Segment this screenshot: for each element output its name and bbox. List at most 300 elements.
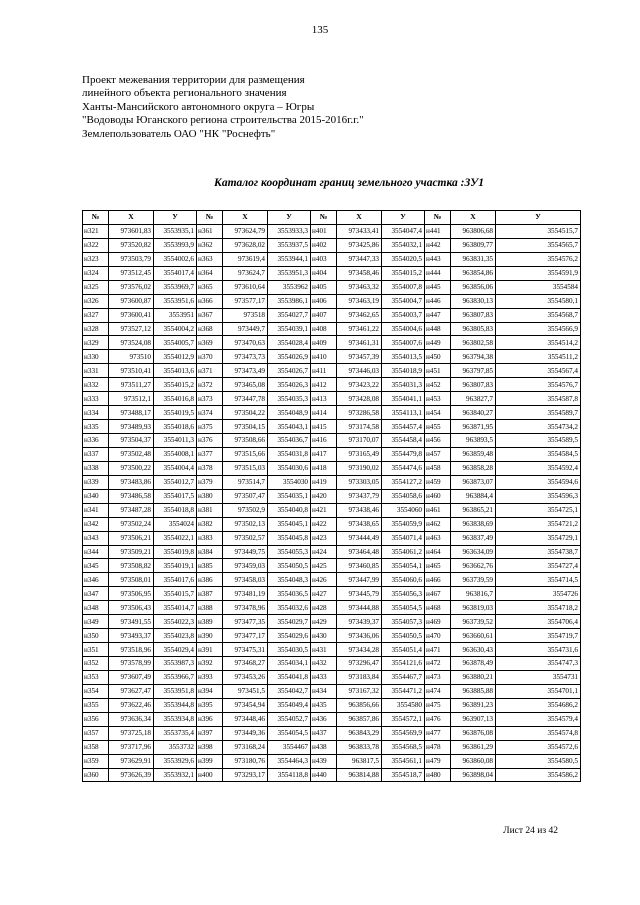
point-id-cell: н463: [425, 531, 451, 545]
y-coordinate-cell: 3553935,1: [154, 224, 197, 238]
point-id-cell: н406: [311, 294, 337, 308]
y-coordinate-cell: 3554045,1: [268, 517, 311, 531]
y-coordinate-cell: 3554580,5: [496, 754, 581, 768]
x-coordinate-cell: 973461,31: [337, 336, 382, 350]
x-coordinate-cell: 973524,08: [109, 336, 154, 350]
point-id-cell: н329: [83, 336, 109, 350]
table-row: [83, 657, 581, 671]
y-coordinate-cell: 3554050,5: [382, 629, 425, 643]
x-coordinate-cell: 973504,22: [223, 406, 268, 420]
point-id-cell: н344: [83, 545, 109, 559]
x-coordinate-cell: 973174,58: [337, 420, 382, 434]
y-coordinate-cell: 3554584: [496, 280, 581, 294]
x-coordinate-cell: 963858,28: [451, 461, 496, 475]
point-id-cell: н350: [83, 629, 109, 643]
point-id-cell: н444: [425, 266, 451, 280]
point-id-cell: н455: [425, 420, 451, 434]
point-id-cell: н407: [311, 308, 337, 322]
point-id-cell: н331: [83, 364, 109, 378]
point-id-cell: н467: [425, 587, 451, 601]
y-coordinate-cell: 3554054,5: [268, 726, 311, 740]
point-id-cell: н370: [197, 350, 223, 364]
x-coordinate-cell: 973520,82: [109, 238, 154, 252]
table-row: [83, 573, 581, 587]
y-coordinate-cell: 3554041,8: [268, 670, 311, 684]
point-id-cell: н424: [311, 545, 337, 559]
x-coordinate-cell: 963831,35: [451, 252, 496, 266]
y-coordinate-cell: 3554013,6: [154, 364, 197, 378]
point-id-cell: н412: [311, 378, 337, 392]
y-coordinate-cell: 3554018,8: [154, 503, 197, 517]
y-coordinate-cell: 3553933,3: [268, 224, 311, 238]
point-id-cell: н465: [425, 559, 451, 573]
x-coordinate-cell: 973487,28: [109, 503, 154, 517]
y-coordinate-cell: 3554012,9: [154, 350, 197, 364]
x-coordinate-cell: 973465,08: [223, 378, 268, 392]
table-row: [83, 280, 581, 294]
project-header: [82, 74, 562, 141]
x-coordinate-cell: 973512,1: [109, 392, 154, 406]
y-coordinate-cell: 3554030: [268, 475, 311, 489]
y-coordinate-cell: 3554458,4: [382, 434, 425, 448]
x-coordinate-cell: 973449,36: [223, 726, 268, 740]
y-coordinate-cell: 3554003,7: [382, 308, 425, 322]
point-id-cell: н389: [197, 615, 223, 629]
point-id-cell: н337: [83, 447, 109, 461]
y-coordinate-cell: 3554467: [268, 740, 311, 754]
point-id-cell: н453: [425, 392, 451, 406]
point-id-cell: н401: [311, 224, 337, 238]
coordinates-table-wrapper: [82, 210, 580, 782]
x-coordinate-cell: 973506,43: [109, 601, 154, 615]
point-id-cell: н427: [311, 587, 337, 601]
x-coordinate-cell: 973463,32: [337, 280, 382, 294]
y-coordinate-cell: 3554561,1: [382, 754, 425, 768]
y-coordinate-cell: 3554471,2: [382, 684, 425, 698]
point-id-cell: н348: [83, 601, 109, 615]
y-coordinate-cell: 3554580: [382, 698, 425, 712]
y-coordinate-cell: 3554054,1: [382, 559, 425, 573]
table-row: [83, 392, 581, 406]
point-id-cell: н456: [425, 434, 451, 448]
y-coordinate-cell: 3554511,2: [496, 350, 581, 364]
point-id-cell: н351: [83, 643, 109, 657]
x-coordinate-cell: 963662,76: [451, 559, 496, 573]
x-coordinate-cell: 973460,85: [337, 559, 382, 573]
table-row: [83, 434, 581, 448]
y-coordinate-cell: 3554467,7: [382, 670, 425, 684]
point-id-cell: н396: [197, 712, 223, 726]
x-coordinate-cell: 963884,4: [451, 489, 496, 503]
point-id-cell: н408: [311, 322, 337, 336]
point-id-cell: н360: [83, 768, 109, 782]
y-coordinate-cell: 3554012,7: [154, 475, 197, 489]
point-id-cell: н366: [197, 294, 223, 308]
x-coordinate-cell: 973458,03: [223, 573, 268, 587]
point-id-cell: н342: [83, 517, 109, 531]
x-coordinate-cell: 973438,46: [337, 503, 382, 517]
point-id-cell: н382: [197, 517, 223, 531]
x-coordinate-cell: 973518,96: [109, 643, 154, 657]
table-row: [83, 224, 581, 238]
x-coordinate-cell: 973459,03: [223, 559, 268, 573]
x-coordinate-cell: 973454,94: [223, 698, 268, 712]
point-id-cell: н471: [425, 643, 451, 657]
x-coordinate-cell: 963838,69: [451, 517, 496, 531]
x-coordinate-cell: 973167,32: [337, 684, 382, 698]
point-id-cell: н432: [311, 657, 337, 671]
point-id-cell: н384: [197, 545, 223, 559]
x-coordinate-cell: 963739,59: [451, 573, 496, 587]
point-id-cell: н413: [311, 392, 337, 406]
y-coordinate-cell: 3554026,7: [268, 364, 311, 378]
y-coordinate-cell: 3554026,3: [268, 378, 311, 392]
y-coordinate-cell: 3554591,9: [496, 266, 581, 280]
x-coordinate-cell: 973286,58: [337, 406, 382, 420]
y-coordinate-cell: 3554592,4: [496, 461, 581, 475]
table-row: [83, 503, 581, 517]
y-coordinate-cell: 3553966,7: [154, 670, 197, 684]
point-id-cell: н354: [83, 684, 109, 698]
y-coordinate-cell: 3554113,1: [382, 406, 425, 420]
y-coordinate-cell: 3554474,6: [382, 461, 425, 475]
x-coordinate-cell: 973190,02: [337, 461, 382, 475]
point-id-cell: н334: [83, 406, 109, 420]
x-coordinate-cell: 973502,9: [223, 503, 268, 517]
table-row: [83, 294, 581, 308]
coordinates-table: [82, 210, 581, 782]
y-coordinate-cell: 3554127,2: [382, 475, 425, 489]
point-id-cell: н449: [425, 336, 451, 350]
table-row: [83, 517, 581, 531]
y-coordinate-cell: 3553986,1: [268, 294, 311, 308]
x-coordinate-cell: 973447,99: [337, 573, 382, 587]
y-coordinate-cell: 3554579,4: [496, 712, 581, 726]
x-coordinate-cell: 973578,99: [109, 657, 154, 671]
x-coordinate-cell: 973453,26: [223, 670, 268, 684]
y-coordinate-cell: 3554747,3: [496, 657, 581, 671]
y-coordinate-cell: 3554589,5: [496, 434, 581, 448]
y-coordinate-cell: 3554008,1: [154, 447, 197, 461]
point-id-cell: н474: [425, 684, 451, 698]
y-coordinate-cell: 3554036,7: [268, 434, 311, 448]
y-coordinate-cell: 3554005,7: [154, 336, 197, 350]
y-coordinate-cell: 3553993,9: [154, 238, 197, 252]
point-id-cell: н343: [83, 531, 109, 545]
x-coordinate-cell: 973423,22: [337, 378, 382, 392]
y-coordinate-cell: 3554019,1: [154, 559, 197, 573]
y-coordinate-cell: 3554030,6: [268, 461, 311, 475]
point-id-cell: н328: [83, 322, 109, 336]
y-coordinate-cell: 3554594,6: [496, 475, 581, 489]
y-coordinate-cell: 3554015,2: [154, 378, 197, 392]
y-coordinate-cell: 3553969,7: [154, 280, 197, 294]
point-id-cell: н472: [425, 657, 451, 671]
y-coordinate-cell: 3554572,6: [496, 740, 581, 754]
y-coordinate-cell: 3554024: [154, 517, 197, 531]
point-id-cell: н411: [311, 364, 337, 378]
y-coordinate-cell: 3554030,5: [268, 643, 311, 657]
x-coordinate-cell: 973503,79: [109, 252, 154, 266]
x-coordinate-cell: 973502,57: [223, 531, 268, 545]
point-id-cell: н423: [311, 531, 337, 545]
point-id-cell: н457: [425, 447, 451, 461]
table-row: [83, 768, 581, 782]
point-id-cell: н461: [425, 503, 451, 517]
point-id-cell: н440: [311, 768, 337, 782]
y-coordinate-cell: 3554019,8: [154, 545, 197, 559]
table-row: [83, 726, 581, 740]
point-id-cell: н346: [83, 573, 109, 587]
x-coordinate-cell: 973439,37: [337, 615, 382, 629]
point-id-cell: н363: [197, 252, 223, 266]
table-row: [83, 489, 581, 503]
x-coordinate-cell: 973504,37: [109, 434, 154, 448]
point-id-cell: н395: [197, 698, 223, 712]
point-id-cell: н436: [311, 712, 337, 726]
point-id-cell: н433: [311, 670, 337, 684]
y-coordinate-cell: 3554002,6: [154, 252, 197, 266]
y-coordinate-cell: 3553987,3: [154, 657, 197, 671]
x-coordinate-cell: 973447,78: [223, 392, 268, 406]
x-coordinate-cell: 973508,01: [109, 573, 154, 587]
x-coordinate-cell: 973293,17: [223, 768, 268, 782]
y-coordinate-cell: 3554047,4: [382, 224, 425, 238]
x-coordinate-cell: 973624,7: [223, 266, 268, 280]
y-coordinate-cell: 3554036,5: [268, 587, 311, 601]
point-id-cell: н422: [311, 517, 337, 531]
point-id-cell: н338: [83, 461, 109, 475]
column-header: №: [311, 211, 337, 225]
column-header: X: [223, 211, 268, 225]
y-coordinate-cell: 3554022,3: [154, 615, 197, 629]
table-row: [83, 754, 581, 768]
y-coordinate-cell: 3554464,3: [268, 754, 311, 768]
y-coordinate-cell: 3554596,3: [496, 489, 581, 503]
x-coordinate-cell: 963739,52: [451, 615, 496, 629]
point-id-cell: н324: [83, 266, 109, 280]
x-coordinate-cell: 973437,79: [337, 489, 382, 503]
x-coordinate-cell: 973626,39: [109, 768, 154, 782]
y-coordinate-cell: 3554121,6: [382, 657, 425, 671]
x-coordinate-cell: 973444,88: [337, 601, 382, 615]
point-id-cell: н397: [197, 726, 223, 740]
point-id-cell: н330: [83, 350, 109, 364]
table-row: [83, 587, 581, 601]
y-coordinate-cell: 3554015,7: [154, 587, 197, 601]
point-id-cell: н451: [425, 364, 451, 378]
point-id-cell: н410: [311, 350, 337, 364]
point-id-cell: н340: [83, 489, 109, 503]
x-coordinate-cell: 973481,19: [223, 587, 268, 601]
point-id-cell: н405: [311, 280, 337, 294]
point-id-cell: н321: [83, 224, 109, 238]
y-coordinate-cell: 3554029,4: [154, 643, 197, 657]
table-row: [83, 350, 581, 364]
point-id-cell: н376: [197, 434, 223, 448]
x-coordinate-cell: 963816,7: [451, 587, 496, 601]
point-id-cell: н327: [83, 308, 109, 322]
point-id-cell: н393: [197, 670, 223, 684]
point-id-cell: н415: [311, 420, 337, 434]
y-coordinate-cell: 3554718,2: [496, 601, 581, 615]
y-coordinate-cell: 3554004,2: [154, 322, 197, 336]
y-coordinate-cell: 3554018,6: [154, 420, 197, 434]
point-id-cell: н418: [311, 461, 337, 475]
point-id-cell: н460: [425, 489, 451, 503]
point-id-cell: н462: [425, 517, 451, 531]
table-row: [83, 447, 581, 461]
table-row: [83, 712, 581, 726]
point-id-cell: н480: [425, 768, 451, 782]
y-coordinate-cell: 3553944,8: [154, 698, 197, 712]
point-id-cell: н468: [425, 601, 451, 615]
y-coordinate-cell: 3554719,7: [496, 629, 581, 643]
table-row: [83, 545, 581, 559]
point-id-cell: н466: [425, 573, 451, 587]
y-coordinate-cell: 3554515,7: [496, 224, 581, 238]
header-line: Землепользователь ОАО "НК "Роснефть": [82, 127, 276, 140]
x-coordinate-cell: 973607,49: [109, 670, 154, 684]
table-row: [83, 406, 581, 420]
point-id-cell: н367: [197, 308, 223, 322]
x-coordinate-cell: 973506,95: [109, 587, 154, 601]
y-coordinate-cell: 3554572,1: [382, 712, 425, 726]
point-id-cell: н322: [83, 238, 109, 252]
x-coordinate-cell: 973425,86: [337, 238, 382, 252]
y-coordinate-cell: 3554041,1: [382, 392, 425, 406]
y-coordinate-cell: 3554059,9: [382, 517, 425, 531]
y-coordinate-cell: 3554007,8: [382, 280, 425, 294]
point-id-cell: н454: [425, 406, 451, 420]
table-row: [83, 322, 581, 336]
point-id-cell: н438: [311, 740, 337, 754]
x-coordinate-cell: 963805,83: [451, 322, 496, 336]
x-coordinate-cell: 973165,49: [337, 447, 382, 461]
y-coordinate-cell: 3554042,7: [268, 684, 311, 698]
x-coordinate-cell: 973510,41: [109, 364, 154, 378]
sheet-label: Лист 24 из 42: [503, 826, 558, 836]
y-coordinate-cell: 3554714,5: [496, 573, 581, 587]
point-id-cell: н368: [197, 322, 223, 336]
x-coordinate-cell: 973468,27: [223, 657, 268, 671]
point-id-cell: н341: [83, 503, 109, 517]
y-coordinate-cell: 3553937,5: [268, 238, 311, 252]
point-id-cell: н355: [83, 698, 109, 712]
point-id-cell: н356: [83, 712, 109, 726]
point-id-cell: н362: [197, 238, 223, 252]
y-coordinate-cell: 3554701,1: [496, 684, 581, 698]
point-id-cell: н439: [311, 754, 337, 768]
x-coordinate-cell: 973449,7: [223, 322, 268, 336]
y-coordinate-cell: 3554050,5: [268, 559, 311, 573]
column-header: У: [496, 211, 581, 225]
y-coordinate-cell: 3554051,4: [382, 643, 425, 657]
point-id-cell: н364: [197, 266, 223, 280]
y-coordinate-cell: 3553951: [154, 308, 197, 322]
point-id-cell: н473: [425, 670, 451, 684]
y-coordinate-cell: 3554013,5: [382, 350, 425, 364]
point-id-cell: н464: [425, 545, 451, 559]
point-id-cell: н404: [311, 266, 337, 280]
point-id-cell: н385: [197, 559, 223, 573]
x-coordinate-cell: 963856,66: [337, 698, 382, 712]
point-id-cell: н447: [425, 308, 451, 322]
point-id-cell: н434: [311, 684, 337, 698]
x-coordinate-cell: 973303,05: [337, 475, 382, 489]
y-coordinate-cell: 3554034,1: [268, 657, 311, 671]
y-coordinate-cell: 3554040,8: [268, 503, 311, 517]
point-id-cell: н387: [197, 587, 223, 601]
y-coordinate-cell: 3554017,6: [154, 573, 197, 587]
x-coordinate-cell: 973183,84: [337, 670, 382, 684]
point-id-cell: н391: [197, 643, 223, 657]
x-coordinate-cell: 973518: [223, 308, 268, 322]
y-coordinate-cell: 3554734,2: [496, 420, 581, 434]
point-id-cell: н450: [425, 350, 451, 364]
y-coordinate-cell: 3554721,2: [496, 517, 581, 531]
x-coordinate-cell: 973510: [109, 350, 154, 364]
x-coordinate-cell: 963857,86: [337, 712, 382, 726]
x-coordinate-cell: 963843,29: [337, 726, 382, 740]
y-coordinate-cell: 3554727,4: [496, 559, 581, 573]
y-coordinate-cell: 3554056,3: [382, 587, 425, 601]
x-coordinate-cell: 973473,49: [223, 364, 268, 378]
x-coordinate-cell: 973600,87: [109, 294, 154, 308]
point-id-cell: н477: [425, 726, 451, 740]
point-id-cell: н448: [425, 322, 451, 336]
y-coordinate-cell: 3554587,8: [496, 392, 581, 406]
x-coordinate-cell: 963907,13: [451, 712, 496, 726]
point-id-cell: н381: [197, 503, 223, 517]
y-coordinate-cell: 3554054,5: [382, 601, 425, 615]
column-header: X: [109, 211, 154, 225]
x-coordinate-cell: 973577,17: [223, 294, 268, 308]
point-id-cell: н425: [311, 559, 337, 573]
x-coordinate-cell: 963860,08: [451, 754, 496, 768]
x-coordinate-cell: 973462,65: [337, 308, 382, 322]
y-coordinate-cell: 3554004,6: [382, 322, 425, 336]
x-coordinate-cell: 973506,21: [109, 531, 154, 545]
y-coordinate-cell: 3553934,8: [154, 712, 197, 726]
point-id-cell: н371: [197, 364, 223, 378]
y-coordinate-cell: 3554576,2: [496, 252, 581, 266]
y-coordinate-cell: 3554567,4: [496, 364, 581, 378]
point-id-cell: н377: [197, 447, 223, 461]
point-id-cell: н365: [197, 280, 223, 294]
x-coordinate-cell: 973457,39: [337, 350, 382, 364]
x-coordinate-cell: 963861,29: [451, 740, 496, 754]
point-id-cell: н403: [311, 252, 337, 266]
x-coordinate-cell: 963878,49: [451, 657, 496, 671]
y-coordinate-cell: 3554017,5: [154, 489, 197, 503]
table-row: [83, 364, 581, 378]
x-coordinate-cell: 973458,46: [337, 266, 382, 280]
x-coordinate-cell: 963891,23: [451, 698, 496, 712]
table-row: [83, 252, 581, 266]
x-coordinate-cell: 973610,64: [223, 280, 268, 294]
point-id-cell: н358: [83, 740, 109, 754]
x-coordinate-cell: 963830,13: [451, 294, 496, 308]
point-id-cell: н458: [425, 461, 451, 475]
y-coordinate-cell: 3554035,3: [268, 392, 311, 406]
y-coordinate-cell: 3554706,4: [496, 615, 581, 629]
point-id-cell: н399: [197, 754, 223, 768]
point-id-cell: н388: [197, 601, 223, 615]
table-row: [83, 266, 581, 280]
y-coordinate-cell: 3554027,7: [268, 308, 311, 322]
x-coordinate-cell: 963630,43: [451, 643, 496, 657]
